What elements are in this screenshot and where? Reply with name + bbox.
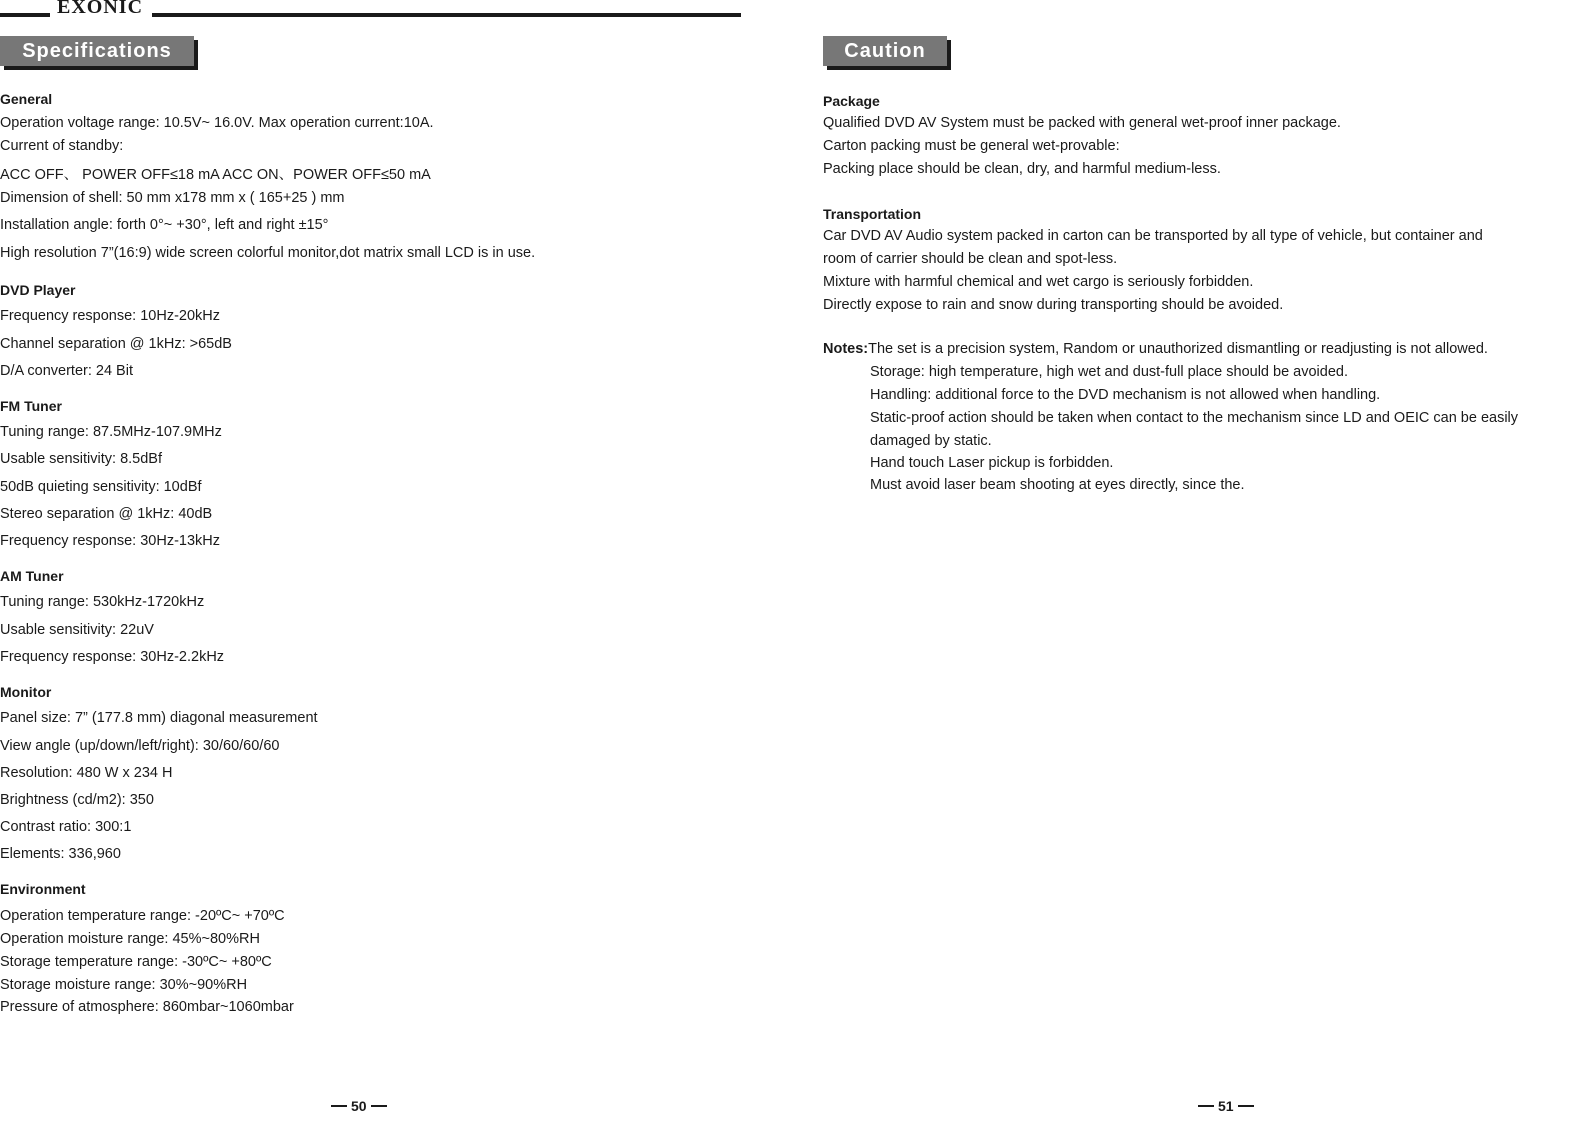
spec-line: Panel size: 7” (177.8 mm) diagonal measurement <box>0 710 318 726</box>
spec-line: Installation angle: forth 0°~ +30°, left and right ±15° <box>0 217 329 233</box>
spec-line: Frequency response: 10Hz-20kHz <box>0 308 221 324</box>
caution-line: Directly expose to rain and snow during transporting should be avoided. <box>823 297 1284 313</box>
spec-line: Usable sensitivity: 8.5dBf <box>0 451 162 467</box>
section-title-am-tuner: AM Tuner <box>0 568 64 584</box>
caution-line: Carton packing must be general wet-provable: <box>823 138 1120 154</box>
spec-line: Storage temperature range: -30ºC~ +80ºC <box>0 954 272 970</box>
notes-first-line <box>823 341 1488 357</box>
spec-line: Operation voltage range: 10.5V~ 16.0V. Max operation current:10A. <box>0 115 434 131</box>
spec-line: Channel separation @ 1kHz: >65dB <box>0 336 232 352</box>
spec-line: Frequency response: 30Hz-2.2kHz <box>0 649 225 665</box>
specifications-tab: Specifications <box>0 36 194 66</box>
page-number-left <box>331 1098 387 1114</box>
spec-line: Tuning range: 530kHz-1720kHz <box>0 594 205 610</box>
section-title-fm-tuner: FM Tuner <box>0 398 62 414</box>
caution-tab: Caution <box>823 36 947 66</box>
section-title-general: General <box>0 91 53 107</box>
spec-line: View angle (up/down/left/right): 30/60/60/60 <box>0 738 280 754</box>
section-title-monitor: Monitor <box>0 684 52 700</box>
spec-line: Frequency response: 30Hz-13kHz <box>0 533 221 549</box>
section-title-dvd-player: DVD Player <box>0 282 76 298</box>
spec-line: Resolution: 480 W x 234 H <box>0 765 173 781</box>
caution-line: Qualified DVD AV System must be packed with general wet-proof inner package. <box>823 115 1341 131</box>
spec-line: Operation moisture range: 45%~80%RH <box>0 931 260 947</box>
page-number-dash <box>1238 1105 1254 1107</box>
caution-line: Packing place should be clean, dry, and harmful medium-less. <box>823 161 1221 177</box>
page-number-dash <box>1198 1105 1214 1107</box>
notes-line: Static-proof action should be taken when contact to the mechanism since LD and OEIC can be easily <box>870 410 1519 426</box>
spec-line: Operation temperature range: -20ºC~ +70ºC <box>0 908 285 924</box>
header-rule-left <box>0 13 50 17</box>
spec-line: Dimension of shell: 50 mm x178 mm x ( 165+25 ) mm <box>0 190 345 206</box>
section-title-transportation: Transportation <box>823 206 922 222</box>
spec-line: 50dB quieting sensitivity: 10dBf <box>0 479 202 495</box>
notes-line: Hand touch Laser pickup is forbidden. <box>870 455 1114 471</box>
notes-line: Must avoid laser beam shooting at eyes directly, since the. <box>870 477 1245 493</box>
page-number-dash <box>331 1105 347 1107</box>
spec-line: Stereo separation @ 1kHz: 40dB <box>0 506 213 522</box>
spec-line: ACC OFF、 POWER OFF≤18 mA ACC ON、POWER OFF≤50 mA <box>0 167 431 183</box>
spec-line: Contrast ratio: 300:1 <box>0 819 132 835</box>
notes-label: Notes: <box>823 341 869 357</box>
spec-line: Brightness (cd/m2): 350 <box>0 792 154 808</box>
page-number-right <box>1198 1098 1254 1114</box>
spec-line: Storage moisture range: 30%~90%RH <box>0 977 248 993</box>
spec-line: Tuning range: 87.5MHz-107.9MHz <box>0 424 222 440</box>
caution-line: room of carrier should be clean and spot-less. <box>823 251 1118 267</box>
page-number-value: 51 <box>1218 1098 1234 1114</box>
caution-line: Car DVD AV Audio system packed in carton can be transported by all type of vehicle, but container and <box>823 228 1483 244</box>
page-number-value: 50 <box>351 1098 367 1114</box>
notes-line: Storage: high temperature, high wet and dust-full place should be avoided. <box>870 364 1349 380</box>
notes-line: Handling: additional force to the DVD mechanism is not allowed when handling. <box>870 387 1381 403</box>
notes-text: The set is a precision system, Random or unauthorized dismantling or readjusting is not allowed. <box>868 341 1488 357</box>
spec-line: Current of standby: <box>0 138 124 154</box>
notes-line: damaged by static. <box>870 433 992 449</box>
spec-line: High resolution 7”(16:9) wide screen colorful monitor,dot matrix small LCD is in use. <box>0 245 536 261</box>
spec-line: Usable sensitivity: 22uV <box>0 622 154 638</box>
section-title-package: Package <box>823 93 880 109</box>
caution-line: Mixture with harmful chemical and wet cargo is seriously forbidden. <box>823 274 1254 290</box>
spec-line: Elements: 336,960 <box>0 846 121 862</box>
brand-logo: EXONIC <box>57 0 144 18</box>
spec-line: Pressure of atmosphere: 860mbar~1060mbar <box>0 999 294 1015</box>
page-number-dash <box>371 1105 387 1107</box>
spec-line: D/A converter: 24 Bit <box>0 363 133 379</box>
header-rule-right <box>152 13 741 17</box>
section-title-environment: Environment <box>0 881 86 897</box>
